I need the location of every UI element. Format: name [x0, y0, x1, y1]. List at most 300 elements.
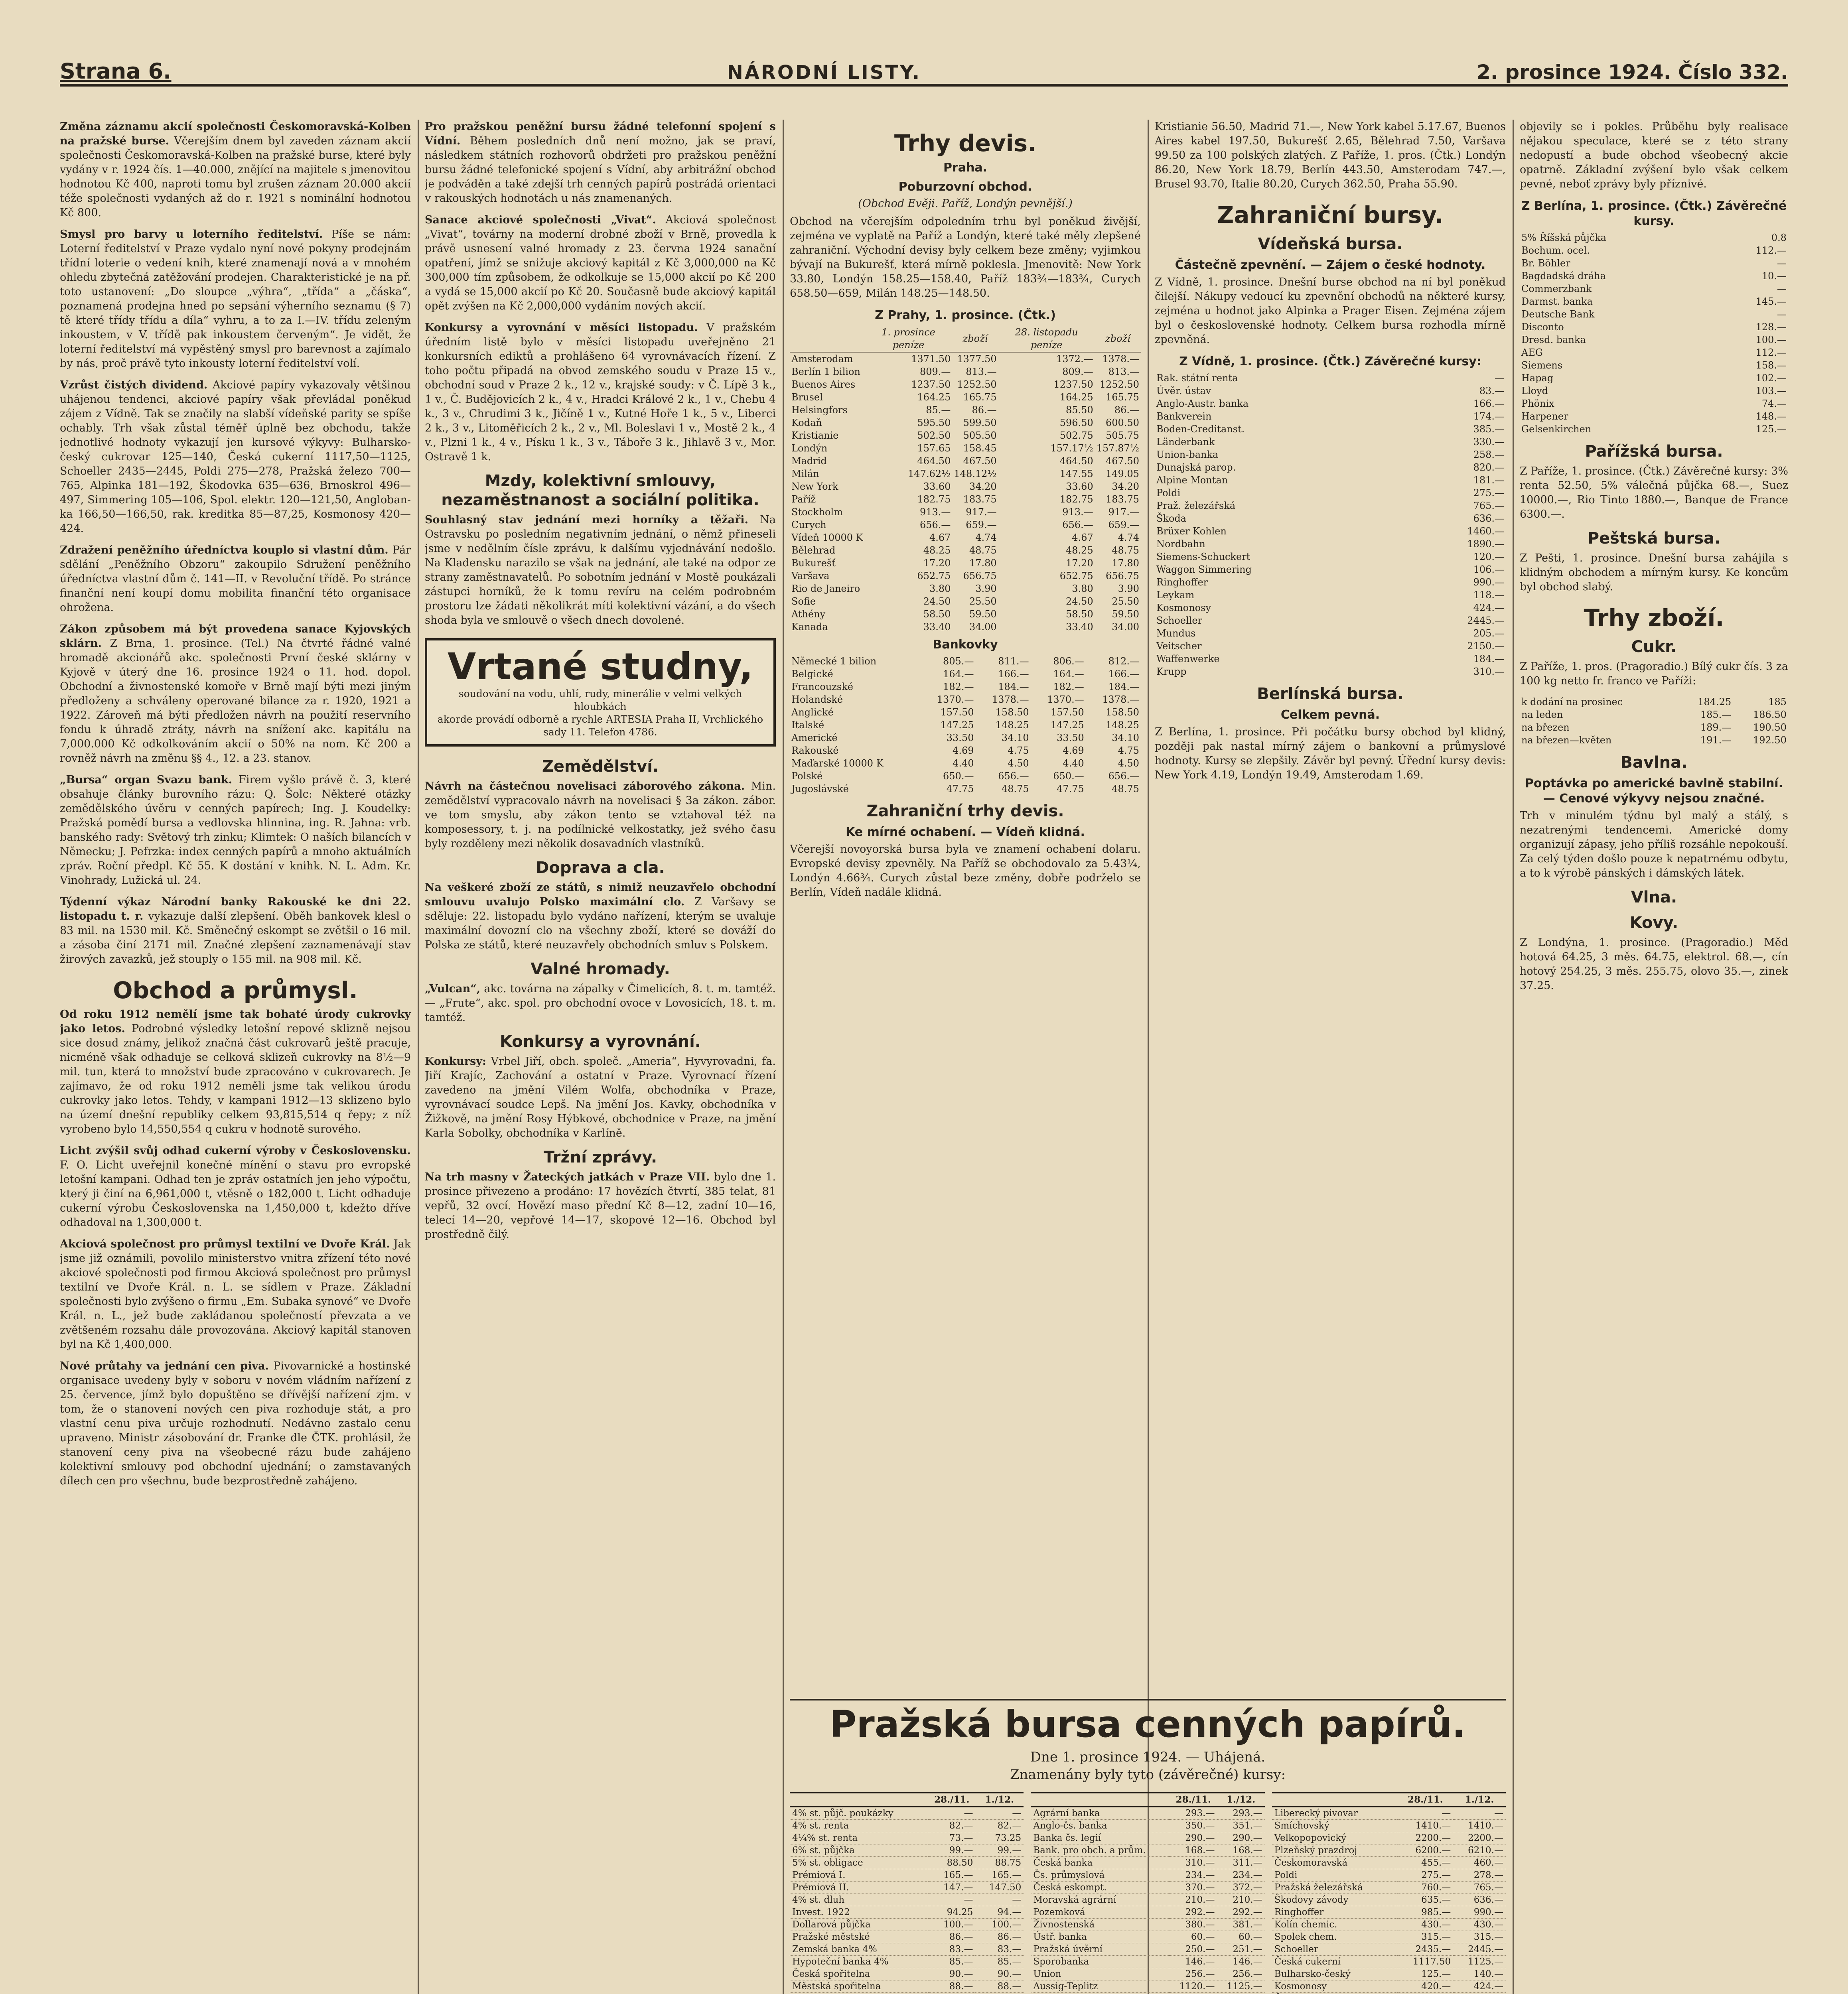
row-label: Kosmonosy [1272, 1980, 1398, 1993]
row-value: 148.25 [1106, 719, 1139, 731]
table-row [1155, 410, 1506, 423]
row-value: 4.69 [1063, 745, 1084, 756]
article-lead: Licht zvýšil svůj odhad cukerní výroby v Československu. [60, 1145, 411, 1157]
row-label: Phönix [1521, 398, 1554, 409]
row-label: Americké [791, 732, 838, 743]
row-value: 275.— [1473, 487, 1504, 498]
table-row [790, 480, 1141, 493]
article-text: Obchod na včerejším odpoledním trhu byl poněkud živější, zejména ve vyplatě na Paříž a Londýn, které také měly zlepšené zahraniční. Východní devisy byly celkem beze změny; vyjimkou bývají na Bukurešť, která mírně poklesla. Jmenovitě: New York 33.80, Londýn 158.25—158.40, Paříž 183¾—183¾, Curych 658.50—659, Milán 148.25—148.50. [790, 215, 1141, 299]
row-label: Jugoslávské [791, 783, 849, 794]
row-label: na leden [1521, 709, 1563, 720]
row-label: Brusel [791, 392, 823, 403]
row-label: Siemens [1521, 360, 1563, 371]
table-row [790, 595, 1141, 608]
row-value [1453, 1993, 1506, 1994]
row-value: 168.— [1170, 1844, 1217, 1857]
row-label: Prémiová II. [790, 1882, 928, 1894]
column-header [790, 1793, 928, 1807]
row-value: 290.— [1217, 1832, 1264, 1844]
row-value: 85.— [928, 1956, 975, 1968]
row-label: Harpener [1521, 411, 1568, 422]
table-row [790, 352, 1141, 365]
row-label: Polské [791, 770, 823, 782]
subheading: Berlínská bursa. [1257, 685, 1404, 703]
row-value: 765.— [1473, 500, 1504, 511]
table-row [1155, 563, 1506, 576]
row-value: 256.— [1170, 1968, 1217, 1980]
row-label: Bělehrad [791, 545, 836, 556]
row-value: 1378.— [992, 694, 1029, 705]
row-value: 165.— [975, 1869, 1024, 1882]
article-lead: Smysl pro barvy u loterního ředitelství. [60, 228, 323, 240]
row-value: 147.— [928, 1882, 975, 1894]
article-lead: Na trh masny v Žateckých jatkách v Praze VII. [425, 1171, 710, 1183]
article-paragraph: Na trh masny v Žateckých jatkách v Praze VII. bylo dne 1. prosince přivezeno a prodáno: 17 hovězích čtvrtí, 385 telat, 81 vepřů, 32 ovcí. Hovězí maso přední Kč 8—12, zadní 10—16, telecí 14—20, vepřové 14—17, skopové 12—16. Obchod byl prostředně čilý. [425, 1171, 776, 1241]
header-row [790, 1793, 1024, 1807]
row-value: 990.— [1453, 1906, 1506, 1919]
row-label: Živnostenská [1031, 1919, 1170, 1931]
row-value: 2200.— [1397, 1832, 1453, 1844]
row-label: Brüxer Kohlen [1156, 526, 1227, 537]
row-label: Bochum. ocel. [1521, 245, 1590, 256]
row-value: 4.50 [1118, 758, 1139, 769]
row-value: 146.— [1170, 1956, 1217, 1968]
row-value: 467.50 [1106, 455, 1139, 467]
row-label: Madrid [791, 455, 827, 467]
row-value: 192.50 [1753, 735, 1787, 746]
table-row [1031, 1943, 1264, 1956]
row-value: 147.62½ [908, 468, 951, 479]
row-value: 1460.— [1467, 526, 1504, 537]
row-value: 4.50 [1008, 758, 1029, 769]
section-heading: Vlna. [1631, 888, 1677, 906]
row-value: 86.— [975, 1931, 1024, 1943]
row-label: Gelsenkirchen [1521, 424, 1592, 435]
article-paragraph: Konkursy a vyrovnání v měsíci listopadu. V pražském úředním listě bylo v měsíci listopadu uveřejněno 21 konkursních ediktů a prohlášeno 64 vyrovnávacích řízení. Z toho počtu připadá na obvod zemského soudu v Praze 15 v., obchodní soud v Praze 2 k., 12 v., krajské soudy: v Č. Lípě 3 k., 1 v., Č. Budějovicích 2 k., 4 v., Hradci Králové 2 k., 1 v., Chebu 4 k., 3 v., Chrudimi 3 k., Jičíně 1 v., Kutné Hoře 1 k., 5 v., Liberci 2 k., 3 v., Litoměřicích 2 k., 2 v., Ml. Boleslavi 1 v., Mostě 2 k., 4 v., Plzni 1 k., 4 v., Písku 1 k., 3 v., Táboře 3 k., Jihlavě 3 v., Mor. Ostravě 1 k. [425, 321, 776, 463]
row-label: Sporobanka [1031, 1956, 1170, 1968]
column-header: 28./11. [1170, 1793, 1217, 1807]
row-value: 34.10 [1001, 732, 1029, 743]
article-text: Z Vídně, 1. prosince. Dnešní burse obchod na ní byl poněkud čilejší. Nákupy vedoucí ku zpevnění obchodů na některé kursy, zejména u hodnot jako Alpinka a Prager Eisen. Zejména zájem byl o československé hodnoty. Celkem bursa rozhodla mírně zpevněná. [1155, 276, 1506, 346]
row-label: Kosmonosy [1156, 602, 1211, 613]
row-value: 1370.— [1047, 694, 1084, 705]
row-label: Aussig-Teplitz [1031, 1980, 1170, 1993]
row-label: Länderbank [1156, 436, 1215, 447]
article-text: Z Pešti, 1. prosince. Dnešní bursa zahájila s klidným obchodem a mírným kursy. Ke koncům byl obchod slabý. [1520, 552, 1788, 593]
table-row [790, 693, 1141, 706]
row-value: 315.— [1453, 1931, 1506, 1943]
row-value: 85.— [975, 1956, 1024, 1968]
row-label: Banka čs. legií [1031, 1832, 1170, 1844]
table-row [1031, 1869, 1264, 1882]
row-value: 1117.50 [1397, 1956, 1453, 1968]
section-heading: Kovy. [1629, 914, 1678, 932]
paper-title: NÁRODNÍ LISTY. [727, 61, 921, 84]
row-value: 820.— [1473, 462, 1504, 473]
subheading: Ke mírné ochabení. — Vídeň klidná. [846, 825, 1085, 839]
table-row [1520, 295, 1788, 308]
row-label: Rio de Janeiro [791, 583, 860, 594]
table-row [1031, 1820, 1264, 1832]
article-lead: Návrh na částečnou novelisaci záborového zákona. [425, 780, 745, 792]
row-value: 813.— [1108, 366, 1139, 377]
section-heading: Tržní zprávy. [543, 1148, 657, 1166]
table-row [1272, 1820, 1506, 1832]
row-value: 183.75 [1106, 494, 1139, 505]
row-value: 1125.— [1453, 1956, 1506, 1968]
table-row [1272, 1844, 1506, 1857]
table-row [790, 493, 1141, 506]
article-text: Z Paříže, 1. pros. (Pragoradio.) Bílý cukr čís. 3 za 100 kg netto fr. franco ve Paříži: [1520, 660, 1788, 687]
row-value: 59.50 [1112, 609, 1139, 620]
row-value: 2445.— [1467, 615, 1504, 626]
table-row [1520, 721, 1788, 734]
row-value [1217, 1993, 1264, 1994]
article-lead: Souhlasný stav jednání mezi horníky a těžaři. [425, 514, 748, 526]
row-value: 59.50 [969, 609, 997, 620]
table-row [790, 391, 1141, 404]
row-value: 166.— [998, 668, 1029, 680]
sugar-price-table [1520, 696, 1788, 747]
table-row [1272, 1869, 1506, 1882]
row-label: na březen [1521, 722, 1570, 733]
row-value: 189.— [1700, 722, 1732, 733]
section-heading: Bavlna. [1620, 753, 1688, 772]
stock-table [1155, 372, 1506, 678]
row-value: 596.50 [1059, 417, 1093, 428]
table-row [1520, 244, 1788, 257]
row-value: 913.— [919, 506, 951, 518]
row-label: AEG [1521, 347, 1543, 358]
article-lead: Vzrůst čistých dividend. [60, 379, 208, 391]
row-label: Liberecký pivovar [1272, 1807, 1398, 1820]
row-value: 275.— [1397, 1869, 1453, 1882]
row-value: 83.— [1479, 385, 1504, 396]
row-value: 3.80 [929, 583, 951, 594]
row-label: Německé 1 bilion [791, 656, 877, 667]
column-header: zboží [1095, 325, 1141, 352]
row-label: Waggon Simmering [1156, 564, 1252, 575]
article-list [425, 779, 776, 851]
row-value: 4.67 [929, 532, 951, 543]
row-value: 656.75 [1106, 570, 1139, 581]
article-list [425, 982, 776, 1025]
row-label: Rak. státní renta [1156, 372, 1238, 384]
row-value: 48.75 [969, 545, 997, 556]
banner-date: Dne 1. prosince 1924. — Uhájená. [1030, 1749, 1266, 1765]
row-value: 809.— [919, 366, 951, 377]
row-value: 420.— [1397, 1980, 1453, 1993]
table-row [1155, 397, 1506, 410]
row-value: 310.— [1473, 666, 1504, 677]
table-row [1520, 270, 1788, 282]
row-label: Darmst. banka [1521, 296, 1593, 307]
table-row [790, 365, 1141, 378]
stock-list-2 [1031, 1792, 1264, 1994]
row-value: 659.— [1108, 519, 1139, 530]
row-value: 148.25 [995, 719, 1029, 731]
row-value: 652.75 [917, 570, 951, 581]
table-row [790, 506, 1141, 518]
row-value: 805.— [943, 656, 974, 667]
row-value: 636.— [1453, 1894, 1506, 1906]
row-value: 3.90 [1118, 583, 1139, 594]
row-label: Hapag [1521, 372, 1554, 384]
row-value: 17.20 [1066, 558, 1093, 569]
table-row [1155, 601, 1506, 614]
row-value: 4.75 [1118, 745, 1139, 756]
row-value: — [1777, 283, 1787, 294]
table-row [790, 621, 1141, 633]
row-label: Krupp [1156, 666, 1187, 677]
table-row [790, 569, 1141, 582]
article-paragraph: Návrh na částečnou novelisaci záborového zákona. Min. zemědělství vypracovalo návrh na novelisaci § 3a zákon. zábor. ve tom smyslu, aby zákon tento se vztahoval též na komposessory, t. j. na podílnické velkostatky, jež svého času byly rozděleny mezi několik dosavadních vlastníků. [425, 780, 776, 850]
table-row [1155, 384, 1506, 397]
row-value: 17.80 [1112, 558, 1139, 569]
subtitle: (Obchod Evěji. Paříž, Londýn pevnější.) [858, 197, 1073, 210]
section-heading: Zemědělství. [542, 757, 659, 776]
row-value [1397, 1993, 1453, 1994]
row-label: Mundus [1156, 628, 1196, 639]
row-value: 165.— [928, 1869, 975, 1882]
table-row [790, 1968, 1024, 1980]
row-value: 760.— [1397, 1882, 1453, 1894]
row-value: 85.— [926, 404, 951, 416]
column-1 [60, 120, 411, 1994]
row-value: 656.— [1108, 770, 1139, 782]
article-lead: Sanace akciové společnosti „Vivat“. [425, 214, 656, 226]
row-label: Čs. průmyslová [1031, 1869, 1170, 1882]
row-label: 4% st. dluh [790, 1894, 928, 1906]
row-label: Plzeňský prazdroj [1272, 1844, 1398, 1857]
article-text: Z Londýna, 1. prosince. (Pragoradio.) Měď hotová 64.25, 3 měs. 64.75, elektrol. 68.—, cín hotový 254.25, 3 měs. 255.75, olovo 35.—, zinek 37.25. [1520, 936, 1788, 992]
table-row [790, 378, 1141, 391]
row-value: 210.— [1217, 1894, 1264, 1906]
article-lead: Pro pražskou peněžní bursu žádné telefonní spojení s Vídní. [425, 120, 776, 147]
row-value: 650.— [943, 770, 974, 782]
row-label: Boden-Creditanst. [1156, 424, 1245, 435]
row-value: 210.— [1170, 1894, 1217, 1906]
row-value: 182.75 [1059, 494, 1093, 505]
table-row [1155, 487, 1506, 499]
article-paragraph: Smysl pro barvy u loterního ředitelství. Píše se nám: Loterní ředitelství v Praze vydalo nyní nové pokyny prodejnám třídní loterie o vedení knih, které znamenají nová a v mnohém ohledu zbytečná zatěžování prodejen. Charakteristické je na př. toto ustanovení: „Do sloupce „výhra“, „třída“ a „čáska“, poznamená prodejna hned po sepsání výherního seznamu (§ 7) tě které třídy třídu a díla“ vyhru, a to za I.—IV. třídu zeleným inkoustem, v V. třídě pak inkoustem červeným“. Je vidět, že loterní ředitelství má vypěstěný smysl pro barevnost a zajímalo by nás, proč právě tyto inkousty loterní ředitelství volí. [60, 228, 411, 370]
article-list [425, 120, 776, 464]
row-value: — [928, 1894, 975, 1906]
row-label: Česká eskompt. [1031, 1882, 1170, 1894]
row-value: 112.— [1755, 245, 1787, 256]
row-value: 913.— [1062, 506, 1093, 518]
row-value: 48.75 [1112, 783, 1139, 794]
section-heading: Peštská bursa. [1587, 529, 1721, 548]
row-value: 33.40 [1066, 621, 1093, 632]
table-row [1520, 321, 1788, 333]
row-value: 25.50 [1112, 596, 1139, 607]
row-value: 85.50 [1066, 404, 1093, 416]
column-header: 1. prosince peníze [865, 325, 953, 352]
table-row [790, 1956, 1024, 1968]
row-label: Spolek chem. [1272, 1931, 1398, 1943]
row-value: 147.50 [975, 1882, 1024, 1894]
row-value: 120.— [1473, 551, 1504, 562]
table-row [1272, 1857, 1506, 1869]
row-value: 86.— [972, 404, 997, 416]
row-label: Dunajská parop. [1156, 462, 1236, 473]
row-value: 33.60 [1066, 481, 1093, 492]
row-value: 424.— [1473, 602, 1504, 613]
table-row [790, 544, 1141, 557]
row-label: Anglo-Austr. banka [1156, 398, 1249, 409]
page-number: Strana 6. [60, 59, 172, 84]
table-row [1520, 696, 1788, 708]
article-text: Včerejší novoyorská bursa byla ve znamení ochabení dolaru. Evropské devisy zpevněly. Na Paříž se obchodovalo za 5.43¼, Londýn 4.66¾. Curych zůstal beze změny, dobře podrželo se Berlín, Vídeň nadále klidná. [790, 843, 1141, 898]
row-value: — [1777, 258, 1787, 269]
article-text: Kristianie 56.50, Madrid 71.—, New York kabel 5.17.67, Buenos Aires kabel 197.50, Bukurešť 2.65, Bělehrad 7.50, Varšava 99.50 za 100 polských zlatých. Z Paříže, 1. pros. (Čtk.) Londýn 86.20, New York 18.79, Berlín 443.50, Amsterodam 747.—, Brusel 93.70, Italie 80.20, Curych 362.50, Praha 55.90. [1155, 120, 1506, 190]
row-label: Deutsche Bank [1521, 309, 1595, 320]
columns [60, 120, 1788, 1994]
row-value: 599.50 [963, 417, 997, 428]
table-row [1031, 1894, 1264, 1906]
table-row [790, 1869, 1024, 1882]
table-row [1520, 384, 1788, 397]
row-value: 1237.50 [1053, 379, 1093, 390]
row-value: 33.50 [1057, 732, 1084, 743]
row-value: 4.67 [1072, 532, 1093, 543]
row-value: 430.— [1453, 1919, 1506, 1931]
row-label: Smíchovský [1272, 1820, 1398, 1832]
row-label: Praž. železářská [1156, 500, 1236, 511]
table-row [1272, 1832, 1506, 1844]
row-value: 88.50 [928, 1857, 975, 1869]
row-value: 82.— [928, 1820, 975, 1832]
row-value: 4.40 [953, 758, 974, 769]
header-row [1031, 1793, 1264, 1807]
row-label: Nordbahn [1156, 538, 1205, 550]
row-label: Br. Böhler [1521, 258, 1570, 269]
article-text: objevily se i pokles. Průběhu byly realisace nějakou speculace, které se z této strany nedopustí a bude obchod všeobecný akcie opatrně. Základní zvýšení bylo však celkem pevné, neboť zprávy byly příznivé. [1520, 120, 1788, 190]
table-row [790, 731, 1141, 744]
row-value: 149.05 [1106, 468, 1139, 479]
table-row [1272, 1943, 1506, 1956]
subheading: Celkem pevná. [1280, 708, 1380, 722]
row-value: 146.— [1217, 1956, 1264, 1968]
table-row [1031, 1857, 1264, 1869]
column-2 [425, 120, 776, 1994]
row-value: 191.— [1700, 735, 1732, 746]
table-row [1520, 333, 1788, 346]
row-label: 6% st. půjčka [790, 1844, 928, 1857]
table-row [1520, 397, 1788, 410]
table-row [1272, 1980, 1506, 1993]
row-value: 17.80 [969, 558, 997, 569]
article-lead: Týdenní výkaz Národní banky Rakouské ke dni 22. listopadu t. r. [60, 896, 411, 922]
row-value: 600.50 [1106, 417, 1139, 428]
row-label: Moravská agrární [1031, 1894, 1170, 1906]
table-row [1155, 474, 1506, 487]
row-value: 34.10 [1112, 732, 1139, 743]
row-value: 34.20 [1112, 481, 1139, 492]
row-label: Poldi [1156, 487, 1181, 498]
table-row [1155, 512, 1506, 525]
row-label: Leykam [1156, 589, 1195, 601]
table-title: Bankovky [933, 638, 998, 652]
table-row [790, 1993, 1024, 1994]
table-row [790, 668, 1141, 680]
table-row [790, 706, 1141, 719]
row-label: 5% st. obligace [790, 1857, 928, 1869]
row-value: 125.— [1755, 424, 1787, 435]
table-row [1272, 1882, 1506, 1894]
article-list [425, 1170, 776, 1242]
row-value: 86.— [928, 1931, 975, 1943]
row-value: 4.69 [953, 745, 974, 756]
section-heading: Mzdy, kolektivní smlouvy, nezaměstnanost a sociální politika. [441, 472, 759, 509]
row-value: 1377.50 [957, 353, 997, 365]
column-header: 28. listopadu peníze [998, 325, 1095, 352]
row-value: 917.— [966, 506, 997, 518]
column-header [790, 325, 865, 352]
row-value: 102.— [1755, 372, 1787, 384]
row-value: 166.— [1473, 398, 1504, 409]
row-value: 2150.— [1467, 640, 1504, 652]
row-value: 90.— [928, 1968, 975, 1980]
row-label: Zemská banka 4% [790, 1943, 928, 1956]
ad-title: Vrtané studny, [448, 645, 753, 688]
row-value: 659.— [966, 519, 997, 530]
row-value: 148.12½ [954, 468, 997, 479]
row-value: 182.— [1053, 681, 1084, 692]
row-value: 3.90 [975, 583, 997, 594]
row-value: 182.— [943, 681, 974, 692]
table-row [790, 1844, 1024, 1857]
table-row [1031, 1807, 1264, 1820]
table-row [1155, 576, 1506, 589]
row-value: 315.— [1397, 1931, 1453, 1943]
table-row [790, 557, 1141, 569]
row-value: 311.— [1217, 1857, 1264, 1869]
row-label: Česká cukerní [1272, 1956, 1398, 1968]
row-label: Bankverein [1156, 411, 1212, 422]
row-value: 464.50 [917, 455, 951, 467]
row-label: Londýn [791, 443, 828, 454]
article-lead: „Vulcan“, [425, 983, 481, 995]
row-value: 60.— [1217, 1931, 1264, 1943]
row-value: 370.— [1170, 1882, 1217, 1894]
row-label: 4% st. renta [790, 1820, 928, 1832]
row-value: 184.— [1108, 681, 1139, 692]
exchange-rate-table [790, 325, 1141, 633]
row-value: 88.— [928, 1980, 975, 1993]
subheading: Částečně zpevnění. — Zájem o české hodnoty. [1175, 258, 1486, 272]
row-label: Českomoravská [1272, 1857, 1398, 1869]
row-value: 184.— [998, 681, 1029, 692]
row-value: — [928, 1807, 975, 1820]
table-row [1155, 499, 1506, 512]
row-value: 656.— [1062, 519, 1093, 530]
row-value: 2435.— [1397, 1943, 1453, 1956]
table-row [790, 404, 1141, 416]
table-row [1520, 423, 1788, 435]
article-paragraph: Na veškeré zboží ze států, s nimiž neuzavřelo obchodní smlouvu uvalujo Polsko maximální clo. Z Varšavy se sděluje: 22. listopadu bylo vydáno nařízení, kterým se uvaluje maximální dovozní clo na všechny zboží, které se dováží do Polska ze států, které neuzavřely obchodních smluv s Polskem. [425, 881, 776, 951]
table-row [1155, 665, 1506, 678]
row-value: 292.— [1217, 1906, 1264, 1919]
row-value: 158.45 [963, 443, 997, 454]
article-lead: Na veškeré zboží ze států, s nimiž neuzavřelo obchodní smlouvu uvalujo Polsko maximální clo. [425, 881, 776, 908]
row-value: 128.— [1755, 321, 1787, 333]
row-value: 140.— [1453, 1968, 1506, 1980]
row-value: 372.— [1217, 1882, 1264, 1894]
row-value: 635.— [1397, 1894, 1453, 1906]
article-list [425, 1054, 776, 1141]
